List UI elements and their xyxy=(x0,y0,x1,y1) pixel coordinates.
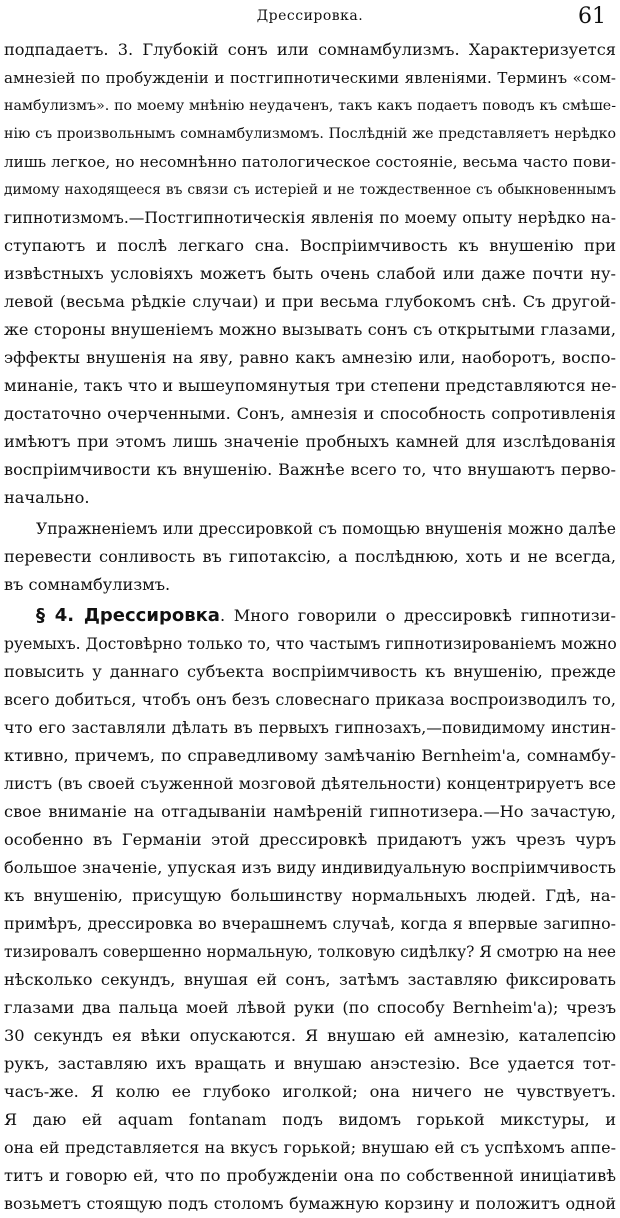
text-line: нѣсколько секундъ, внушая ей сонъ, затѣмъ заставляю фиксировать xyxy=(4,970,616,989)
text-line: нію съ произвольнымъ сомнамбулизмомъ. Послѣдній же представляетъ нерѣдко xyxy=(4,126,616,142)
text-line: минаніе, такъ что и вышеупомянутыя три степени представляются не- xyxy=(4,376,617,395)
section-heading: § 4. Дрессировка xyxy=(36,605,220,626)
text-line: особенно въ Германіи этой дрессировкѣ придаютъ ужъ чрезъ чуръ xyxy=(4,830,616,849)
text-line: примѣръ, дрессировка во вчерашнемъ случаѣ, когда я впервые загипно- xyxy=(4,914,616,933)
text-line: всего добиться, чтобъ онъ безъ словеснаго приказа воспроизводилъ то, xyxy=(4,690,616,709)
text-line: 30 секундъ ея вѣки опускаются. Я внушаю ей амнезію, каталепсію xyxy=(4,1026,616,1045)
text-line: часъ-же. Я колю ее глубоко иголкой; она ничего не чувствуетъ. xyxy=(4,1082,616,1101)
body-text xyxy=(4,36,616,1218)
text-line: повысить у даннаго субъекта воспріимчивость къ внушенію, прежде xyxy=(4,662,616,681)
text-line: въ сомнамбулизмъ. xyxy=(4,575,171,594)
text-line: возьметъ стоящую подъ столомъ бумажную корзину и положитъ одной xyxy=(4,1194,616,1213)
text-line: воспріимчивости къ внушенію. Важнѣе всего то, что внушаютъ перво- xyxy=(4,460,616,479)
text-line: начально. xyxy=(4,488,90,507)
text-line: имѣютъ при этомъ лишь значеніе пробныхъ камней для изслѣдованія xyxy=(4,432,616,451)
text-line: гипнотизмомъ.—Постгипнотическія явленія по моему опыту нерѣдко на- xyxy=(4,209,616,227)
section-heading-line xyxy=(4,602,616,630)
text-line: къ внушенію, присущую большинству нормальныхъ людей. Гдѣ, на- xyxy=(4,886,616,905)
text-line: тизировалъ совершенно нормальную, толковую сидѣлку? Я смотрю на нее xyxy=(4,943,616,961)
text-line: извѣстныхъ условіяхъ можетъ быть очень слабой или даже почти ну- xyxy=(4,264,616,283)
text-line: левой (весьма рѣдкіе случаи) и при весьма глубокомъ снѣ. Съ другой- xyxy=(4,292,616,311)
text-line: листъ (въ своей съуженной мозговой дѣятельности) концентрируетъ все xyxy=(4,774,616,793)
text-line: глазами два пальца моей лѣвой руки (по способу Bernheim'a); чрезъ xyxy=(4,998,616,1017)
text-line: перевести сонливость въ гипотаксію, а послѣднюю, хоть и не всегда, xyxy=(4,547,616,566)
text-line: большое значеніе, упуская изъ виду индивидуальную воспріимчивость xyxy=(4,858,616,877)
running-title: Дрессировка. xyxy=(256,8,364,24)
text-line: ступаютъ и послѣ легкаго сна. Воспріимчивость къ внушенію при xyxy=(4,236,616,255)
text-line: она ей представляется на вкусъ горькой; внушаю ей съ успѣхомъ аппе- xyxy=(4,1138,616,1157)
text-line: эффекты внушенія на яву, равно какъ амнезію или, наоборотъ, воспо- xyxy=(4,348,616,367)
text-line: Упражненіемъ или дрессировкой съ помощью внушенія можно далѣе xyxy=(36,520,616,538)
text-line: Я даю ей aquam fontanam подъ видомъ горькой микстуры, и xyxy=(4,1110,616,1129)
text-line: намбулизмъ». по моему мнѣнію неудаченъ, такъ какъ подаетъ поводъ къ смѣше- xyxy=(4,98,616,114)
text-fragment: . Много говорили о дрессировкѣ гипнотизи- xyxy=(219,606,616,625)
text-line: свое вниманіе на отгадываніи намѣреній гипнотизера.—Но зачастую, xyxy=(4,802,616,821)
text-line: амнезіей по пробужденіи и постгипнотическими явленіями. Терминъ «сом- xyxy=(4,69,616,87)
text-line: лишь легкое, но несомнѣнно патологическое состояніе, весьма часто пови- xyxy=(4,153,616,171)
text-line: что его заставляли дѣлать въ первыхъ гипнозахъ,—повидимому инстин- xyxy=(4,718,616,737)
page-number: 61 xyxy=(578,4,606,29)
text-line: ктивно, причемъ, по справедливому замѣчанію Bernheim'a, сомнамбу- xyxy=(4,746,616,765)
text-line: достаточно очерченными. Сонъ, амнезія и способность сопротивленія xyxy=(4,404,616,423)
running-head xyxy=(0,6,620,32)
text-line: подпадаетъ. 3. Глубокій сонъ или сомнамбулизмъ. Характеризуется xyxy=(4,40,616,59)
text-line: титъ и говорю ей, что по пробужденіи она по собственной иниціативѣ xyxy=(4,1166,616,1185)
text-line: димому находящееся въ связи съ истеріей и не тождественное съ обыкновеннымъ xyxy=(4,182,616,198)
text-line: руемыхъ. Достовѣрно только то, что частымъ гипнотизированіемъ можно xyxy=(4,635,617,653)
text-line: рукъ, заставляю ихъ вращать и внушаю анэстезію. Все удается тот- xyxy=(4,1054,616,1073)
text-line: же стороны внушеніемъ можно вызывать сонъ съ открытыми глазами, xyxy=(4,320,616,339)
